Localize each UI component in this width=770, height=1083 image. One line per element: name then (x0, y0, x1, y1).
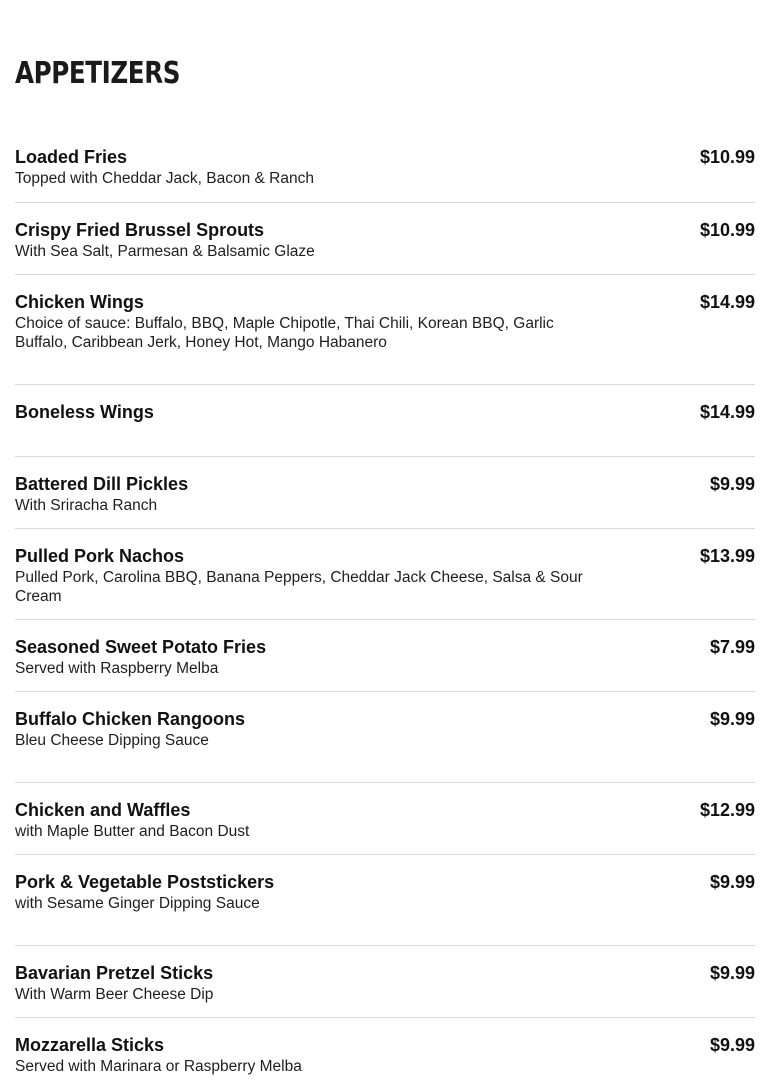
item-description: Bleu Cheese Dipping Sauce (15, 732, 209, 749)
item-name: Seasoned Sweet Potato Fries (15, 637, 267, 657)
menu-item (15, 274, 755, 384)
item-description: Pulled Pork, Carolina BBQ, Banana Peppers, Cheddar Jack Cheese, Salsa & Sour Cream (15, 569, 583, 605)
item-name: Pulled Pork Nachos (15, 546, 185, 566)
item-description: With Sriracha Ranch (15, 497, 158, 514)
item-name: Mozzarella Sticks (15, 1035, 165, 1055)
item-price: $14.99 (699, 292, 755, 312)
item-description: With Sea Salt, Parmesan & Balsamic Glaze (15, 243, 315, 260)
item-name: Battered Dill Pickles (15, 474, 189, 494)
item-price: $9.99 (709, 474, 755, 494)
item-description: Topped with Cheddar Jack, Bacon & Ranch (15, 170, 314, 187)
item-price: $13.99 (699, 546, 755, 566)
item-price: $7.99 (709, 637, 755, 657)
menu-item (15, 1017, 755, 1079)
item-description: Served with Raspberry Melba (15, 660, 219, 677)
menu-item (15, 619, 755, 691)
item-price: $14.99 (699, 402, 755, 422)
item-description: with Sesame Ginger Dipping Sauce (15, 895, 260, 912)
item-price: $9.99 (709, 709, 755, 729)
menu-item (15, 145, 755, 202)
menu-item (15, 384, 755, 456)
menu-item (15, 202, 755, 274)
item-price: $9.99 (709, 1035, 755, 1055)
section-title: APPETIZERS (15, 56, 181, 91)
menu-item (15, 528, 755, 619)
item-price: $12.99 (699, 800, 755, 820)
item-name: Bavarian Pretzel Sticks (15, 963, 214, 983)
menu-item (15, 945, 755, 1017)
item-description: With Warm Beer Cheese Dip (15, 986, 214, 1003)
item-price: $9.99 (709, 963, 755, 983)
menu-item (15, 854, 755, 945)
item-price: $10.99 (699, 147, 755, 167)
item-description: Choice of sauce: Buffalo, BBQ, Maple Chipotle, Thai Chili, Korean BBQ, Garlic Buffalo, Caribbean Jerk, Honey Hot, Mango Habanero (15, 315, 554, 351)
menu-item (15, 456, 755, 528)
item-name: Crispy Fried Brussel Sprouts (15, 220, 265, 240)
item-price: $9.99 (709, 872, 755, 892)
menu-item (15, 691, 755, 782)
item-description: Served with Marinara or Raspberry Melba (15, 1058, 302, 1075)
item-name: Buffalo Chicken Rangoons (15, 709, 246, 729)
item-price: $10.99 (699, 220, 755, 240)
menu-item (15, 782, 755, 854)
item-name: Boneless Wings (15, 402, 154, 422)
item-name: Loaded Fries (15, 147, 128, 167)
item-description: with Maple Butter and Bacon Dust (15, 823, 250, 840)
menu-list (15, 145, 755, 1079)
item-name: Pork & Vegetable Poststickers (15, 872, 275, 892)
item-name: Chicken and Waffles (15, 800, 191, 820)
item-name: Chicken Wings (15, 292, 144, 312)
